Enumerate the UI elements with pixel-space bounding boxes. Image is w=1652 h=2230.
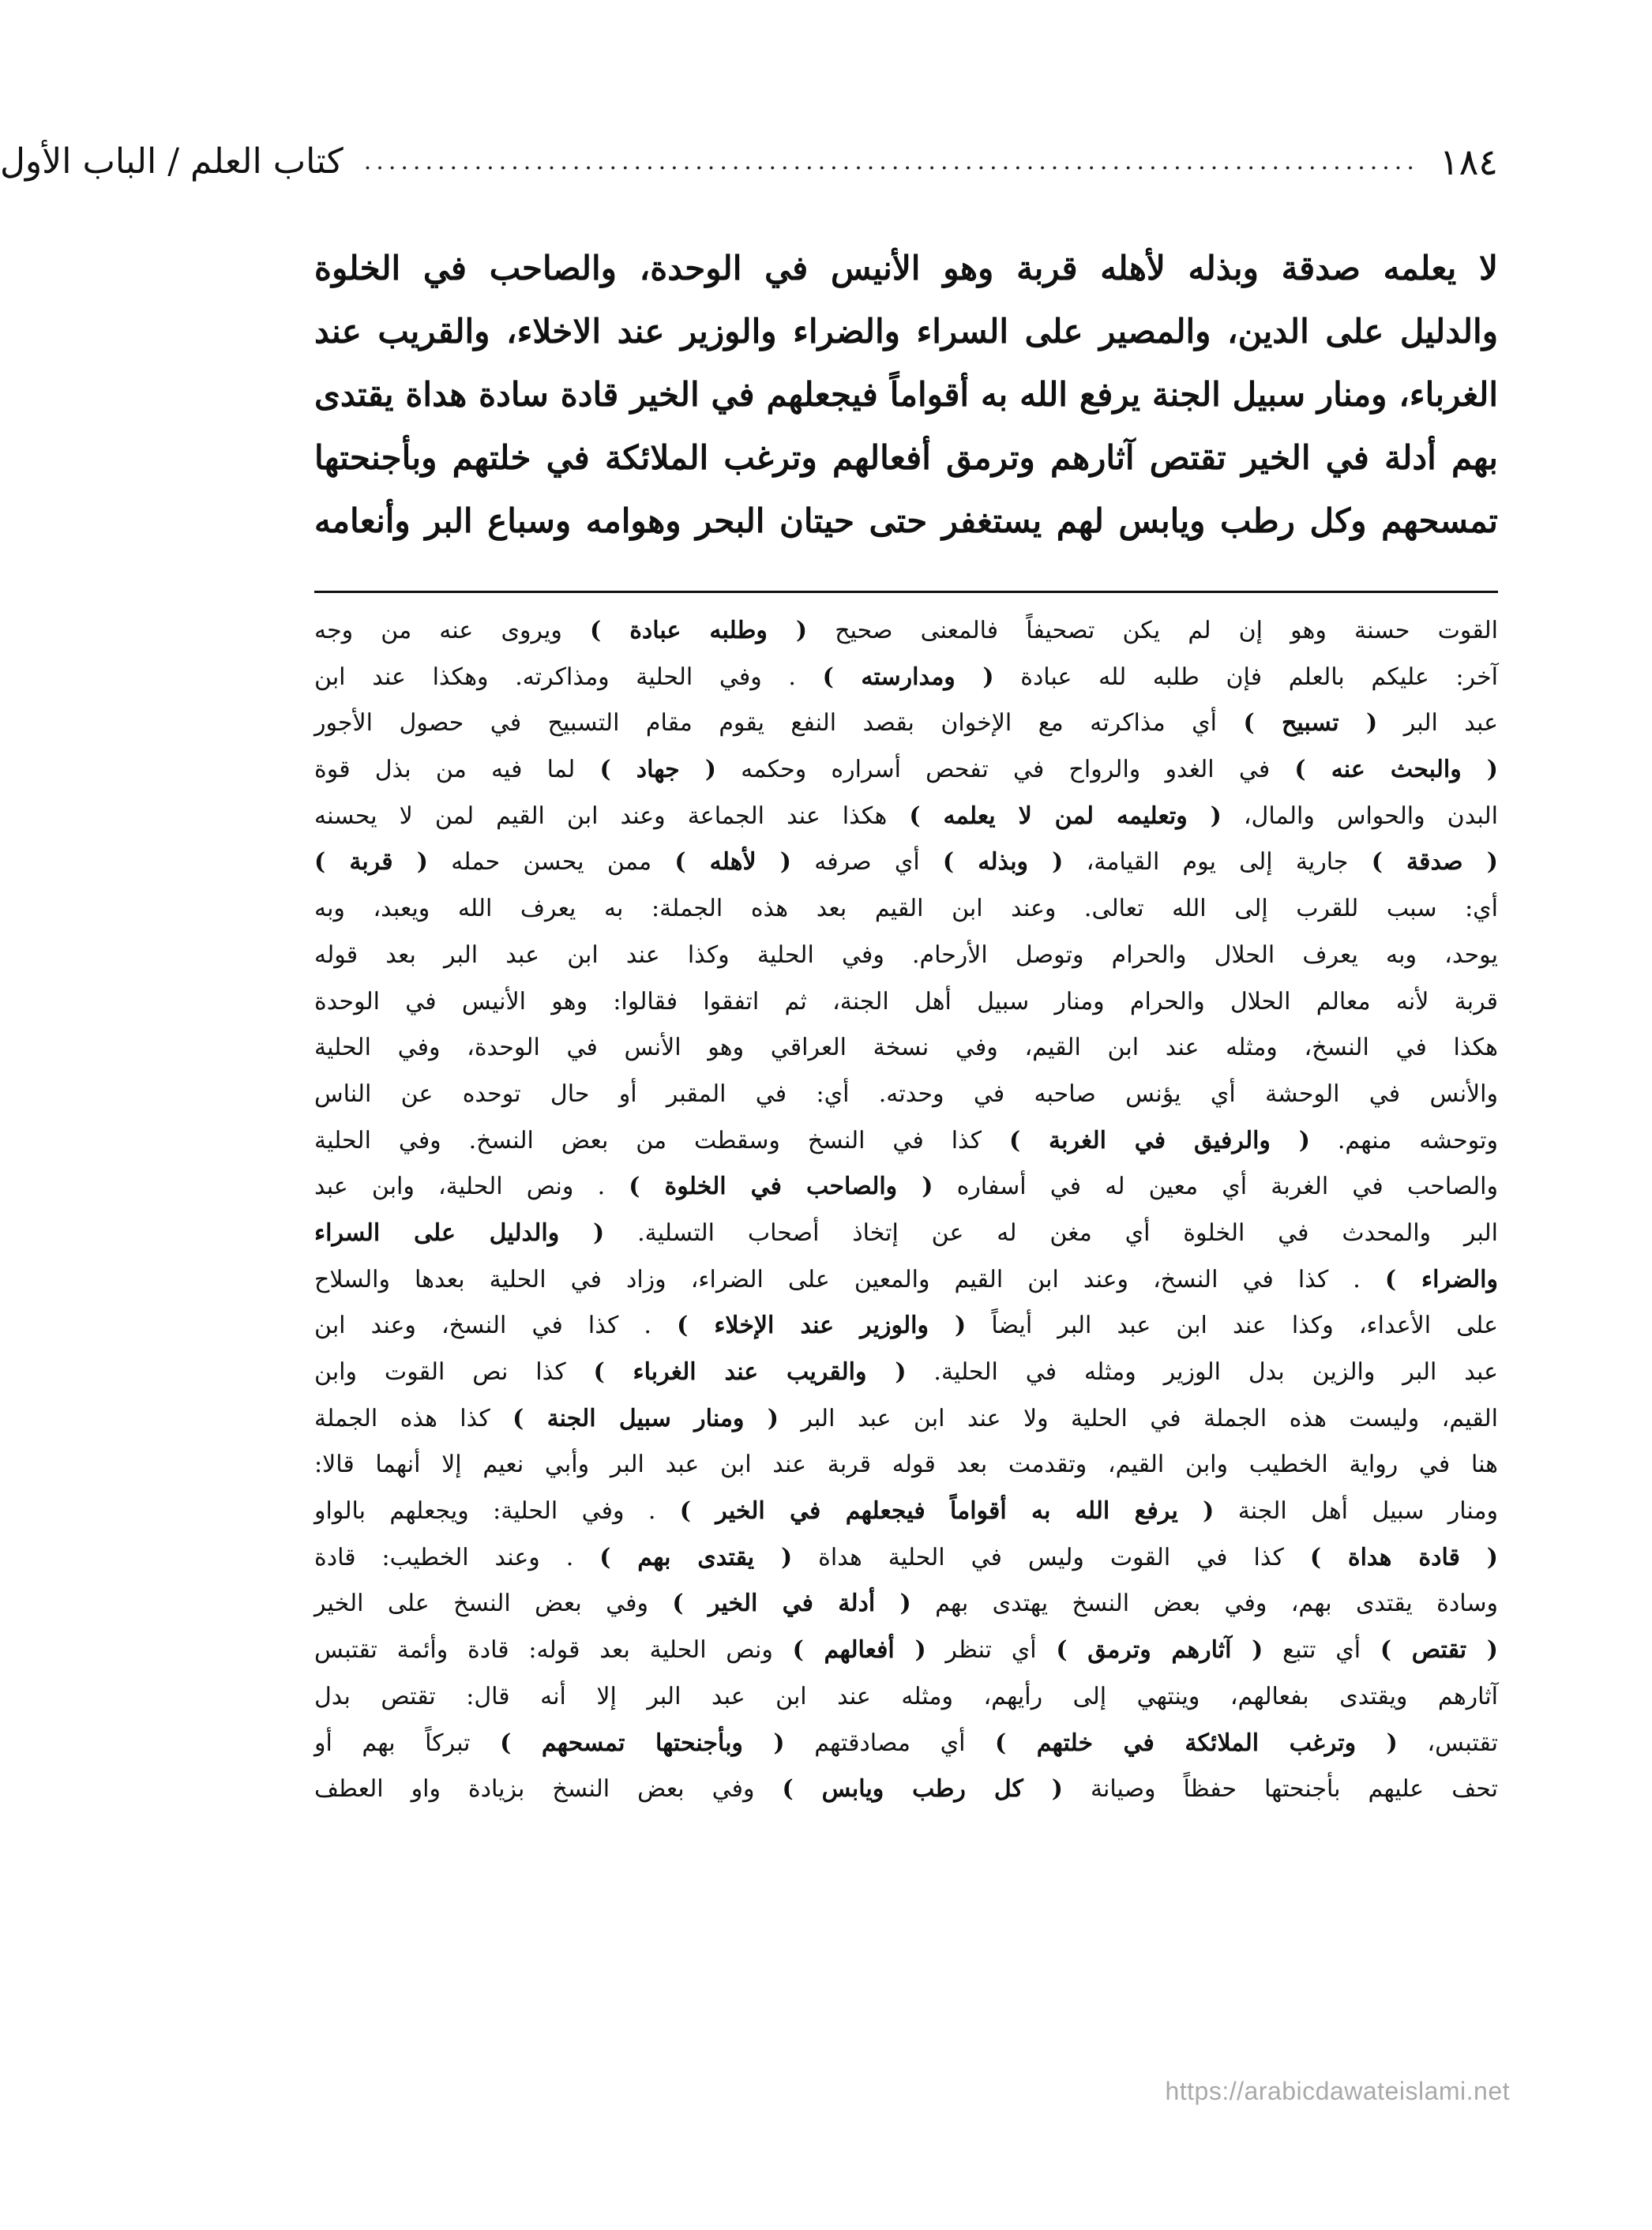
quoted-phrase: ( كل رطب ويابس )	[782, 1775, 1063, 1804]
commentary-line	[314, 1211, 1498, 1257]
commentary-line	[314, 839, 1498, 886]
commentary-line	[314, 933, 1498, 979]
quoted-phrase: ( ومنار سبيل الجنة )	[512, 1404, 779, 1432]
watermark-url: https://arabicdawateislami.net	[1165, 2077, 1510, 2105]
commentary-segment: كذا في النسخ وسقطت من بعض النسخ. وفي الحلية	[314, 1126, 1009, 1154]
commentary-segment: وتوحشه منهم.	[1309, 1126, 1498, 1154]
commentary-segment: أي تتبع	[1263, 1636, 1380, 1665]
commentary-segment: . وعند الخطيب: قادة	[314, 1543, 600, 1571]
commentary-segment: القوت حسنة وهو إن لم يكن تصحيفاً فالمعنى صحيح	[807, 617, 1499, 644]
commentary-segment: على الأعداء، وكذا عند ابن عبد البر أيضاً	[966, 1312, 1499, 1340]
commentary-segment: البر والمحدث في الخلوة أي مغن له عن إتخاذ أصحاب التسلية.	[604, 1218, 1498, 1247]
commentary-segment: كذا نص القوت وابن	[314, 1358, 594, 1386]
commentary-segment: عبد البر	[1377, 709, 1498, 738]
commentary-segment: تبركاً بهم أو	[314, 1729, 501, 1757]
main-text-line: لا يعلمه صدقة وبذله لأهله قربة وهو الأنيس في الوحدة، والصاحب في الخلوة	[314, 249, 1498, 287]
quoted-phrase: ( والقريب عند الغرباء )	[593, 1358, 907, 1386]
quoted-phrase: ( والوزير عند الإخلاء )	[677, 1312, 967, 1340]
commentary-line	[314, 1766, 1498, 1813]
quoted-phrase: ( أفعالهم )	[792, 1636, 926, 1665]
commentary-line	[314, 1303, 1498, 1350]
commentary-segment: . ونص الحلية، وابن عبد	[314, 1173, 629, 1201]
commentary-line	[314, 700, 1498, 747]
quoted-phrase: ( يرفع الله به أقواماً فيجعلهم في الخير )	[679, 1497, 1215, 1526]
commentary-line	[314, 886, 1498, 933]
commentary-line	[314, 1350, 1498, 1396]
commentary-segment: . كذا في النسخ، وعند ابن القيم والمعين على الضراء، وزاد في الحلية بعدها والسلاح	[314, 1265, 1385, 1293]
quoted-phrase: ( والبحث عنه )	[1294, 756, 1499, 784]
commentary-segment: أي مصادقتهم	[784, 1729, 995, 1757]
commentary-segment: . وفي الحلية ومذاكرته. وهكذا عند ابن	[314, 663, 823, 691]
commentary-segment: جارية إلى يوم القيامة،	[1063, 848, 1372, 877]
commentary-segment: عبد البر والزين بدل الوزير ومثله في الحلية.	[906, 1358, 1498, 1386]
commentary-segment: أي تنظر	[925, 1636, 1057, 1665]
commentary-segment: أي: سبب للقرب إلى الله تعالى. وعند ابن القيم بعد هذه الجملة: به يعرف الله ويعبد، وبه	[314, 895, 1498, 923]
main-text-line: تمسحهم وكل رطب ويابس لهم يستغفر حتى حيتان البحر وهوامه وسباع البر وأنعامه	[314, 501, 1498, 540]
commentary-segment: ونص الحلية بعد قوله: قادة وأئمة تقتبس	[314, 1636, 793, 1665]
main-text	[314, 237, 1498, 553]
commentary-line	[314, 1674, 1498, 1721]
commentary-segment: كذا هذه الجملة	[314, 1404, 513, 1432]
main-text-line: والدليل على الدين، والمصير على السراء والضراء والوزير عند الاخلاء، والقريب عند	[314, 312, 1498, 351]
commentary-line	[314, 1721, 1498, 1767]
quoted-phrase: ( ومدارسته )	[822, 663, 994, 691]
quoted-phrase: ( قربة )	[314, 848, 428, 877]
quoted-phrase: ( والصاحب في الخلوة )	[629, 1173, 933, 1201]
commentary-line	[314, 1627, 1498, 1674]
quoted-phrase: ( يقتدى بهم )	[599, 1543, 793, 1571]
commentary-segment: هنا في رواية الخطيب وابن القيم، وتقدمت بعد قوله قربة عند ابن عبد البر وأبي نعيم إلا أنهما قالا:	[314, 1451, 1498, 1479]
commentary-text	[314, 608, 1498, 1813]
main-text-line: بهم أدلة في الخير تقتص آثارهم وترمق أفعالهم وترغب الملائكة في خلتهم وبأجنحتها	[314, 438, 1498, 477]
quoted-phrase: ( آثارهم وترمق )	[1056, 1636, 1263, 1665]
commentary-line	[314, 1025, 1498, 1072]
commentary-segment: القيم، وليست هذه الجملة في الحلية ولا عند ابن عبد البر	[778, 1404, 1498, 1432]
commentary-line	[314, 1442, 1498, 1489]
quoted-phrase: ( والدليل على السراء	[314, 1218, 605, 1247]
commentary-segment: . وفي الحلية: ويجعلهم بالواو	[314, 1497, 680, 1526]
commentary-segment: كذا في القوت وليس في الحلية هداة	[792, 1543, 1310, 1571]
quoted-phrase: ( أدلة في الخير )	[672, 1590, 911, 1618]
commentary-segment: أي مذاكرته مع الإخوان بقصد النفع يقوم مقام التسبيح في حصول الأجور	[314, 709, 1244, 738]
quoted-phrase: ( والرفيق في الغربة )	[1009, 1126, 1310, 1154]
commentary-line	[314, 1581, 1498, 1627]
commentary-segment: في الغدو والرواح في تفحص أسراره وحكمه	[715, 756, 1295, 784]
quoted-phrase: ( تسبيح )	[1243, 709, 1378, 738]
commentary-segment: وفي بعض النسخ على الخير	[314, 1590, 673, 1618]
commentary-segment: يوحد، وبه يعرف الحلال والحرام وتوصل الأرحام. وفي الحلية وكذا عند ابن عبد البر بعد قوله	[314, 940, 1498, 969]
commentary-line	[314, 1535, 1498, 1582]
commentary-segment: . كذا في النسخ، وعند ابن	[314, 1312, 678, 1340]
main-text-line: الغرباء، ومنار سبيل الجنة يرفع الله به أقواماً فيجعلهم في الخير قادة سادة هداة يقتدى	[314, 375, 1498, 414]
commentary-segment: هكذا عند الجماعة وعند ابن القيم لمن لا يحسنه	[314, 802, 910, 830]
quoted-phrase: ( وبذله )	[942, 848, 1064, 877]
commentary-segment: ومنار سبيل أهل الجنة	[1214, 1497, 1498, 1526]
commentary-line	[314, 1257, 1498, 1304]
commentary-segment: ممن يحسن حمله	[427, 848, 675, 877]
commentary-line	[314, 655, 1498, 701]
commentary-line	[314, 1164, 1498, 1211]
commentary-line	[314, 1118, 1498, 1165]
commentary-line	[314, 979, 1498, 1026]
leader-dots: ......................................................................................	[363, 148, 1419, 175]
commentary-line	[314, 747, 1498, 794]
commentary-segment: لما فيه من بذل قوة	[314, 756, 600, 784]
quoted-phrase: ( جهاد )	[599, 756, 716, 784]
commentary-segment: آثارهم ويقتدى بفعالهم، وينتهي إلى رأيهم، ومثله عند ابن عبد البر إلا أنه قال: تقتص بدل	[314, 1682, 1498, 1710]
commentary-segment: والصاحب في الغربة أي معين له في أسفاره	[933, 1173, 1498, 1201]
commentary-segment: وسادة يقتدى بهم، وفي بعض النسخ يهتدى بهم	[910, 1590, 1498, 1618]
commentary-segment: هكذا في النسخ، ومثله عند ابن القيم، وفي نسخة العراقي وهو الأنس في الوحدة، وفي الحلية	[314, 1034, 1498, 1062]
footnote-separator	[314, 591, 1498, 593]
commentary-line	[314, 1072, 1498, 1118]
commentary-line	[314, 608, 1498, 655]
chapter-title: كتاب العلم / الباب الأول	[0, 141, 344, 182]
commentary-segment: تقتبس،	[1397, 1729, 1498, 1757]
commentary-segment: ويروى عنه من وجه	[314, 617, 590, 644]
commentary-segment: البدن والحواس والمال،	[1221, 802, 1498, 830]
quoted-phrase: ( وترغب الملائكة في خلتهم )	[995, 1729, 1398, 1757]
commentary-segment: والأنس في الوحشة أي يؤنس صاحبه في وحدته. أي: في المقبر أو حال توحده عن الناس	[314, 1079, 1498, 1108]
page-number: ١٨٤	[1439, 141, 1498, 183]
commentary-line	[314, 1396, 1498, 1443]
quoted-phrase: ( صدقة )	[1371, 848, 1498, 877]
commentary-line	[314, 1489, 1498, 1535]
quoted-phrase: ( وطلبه عبادة )	[589, 617, 808, 644]
commentary-segment: تحف عليهم بأجنحتها حفظاً وصيانة	[1062, 1775, 1498, 1804]
quoted-phrase: ( تقتص )	[1380, 1636, 1498, 1665]
quoted-phrase: ( لأهله )	[674, 848, 791, 877]
running-head	[0, 134, 1498, 190]
quoted-phrase: ( وبأجنحتها تمسحهم )	[500, 1729, 785, 1757]
quoted-phrase: ( وتعليمه لمن لا يعلمه )	[909, 802, 1222, 830]
commentary-segment: آخر: عليكم بالعلم فإن طلبه لله عبادة	[993, 663, 1499, 691]
commentary-segment: أي صرفه	[790, 848, 943, 877]
commentary-segment: قربة لأنه معالم الحلال والحرام ومنار سبيل أهل الجنة، ثم اتفقوا فقالوا: وهو الأنيس في الوحدة	[314, 987, 1498, 1016]
commentary-segment: وفي بعض النسخ بزيادة واو العطف	[314, 1775, 783, 1804]
quoted-phrase: والضراء )	[1384, 1265, 1498, 1293]
quoted-phrase: ( قادة هداة )	[1309, 1543, 1498, 1571]
commentary-line	[314, 794, 1498, 840]
